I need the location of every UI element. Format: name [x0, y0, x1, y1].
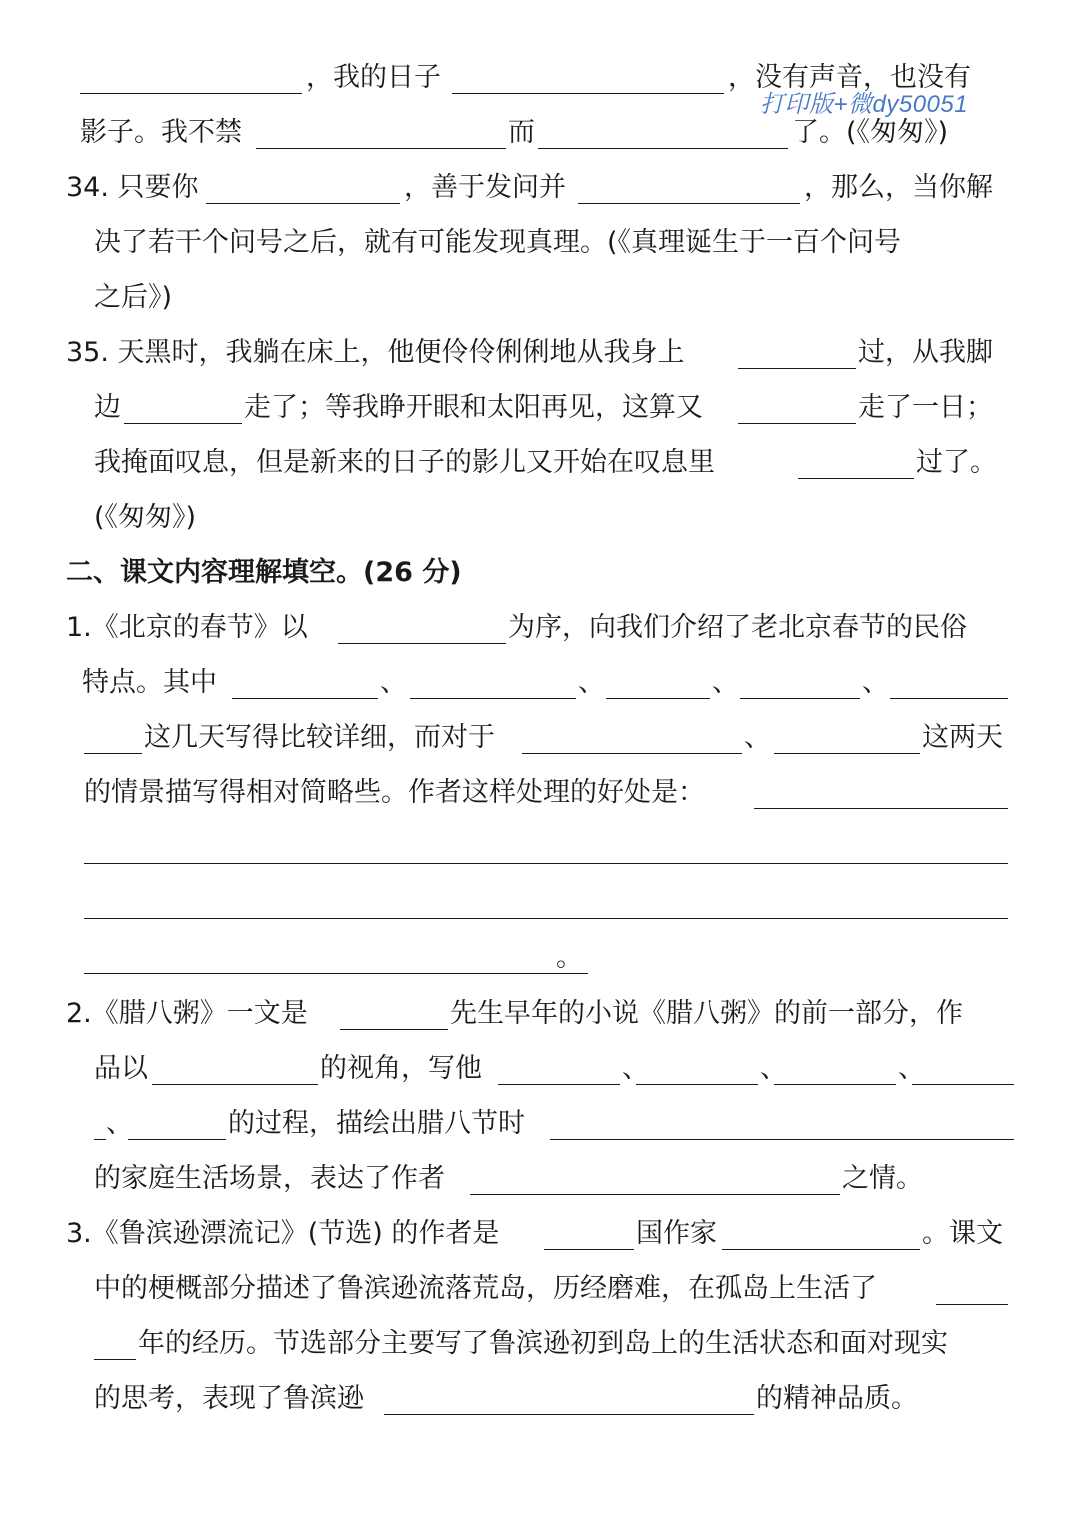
section-heading [0, 548, 1080, 598]
section-title: 二、课文内容理解填空。(26 分) [66, 557, 462, 588]
text: 特点。其中 [82, 667, 217, 698]
blank[interactable] [206, 203, 400, 204]
text: ，我的日子 [306, 62, 441, 93]
watermark: 打印版+微dy50051 [760, 91, 969, 118]
blank[interactable] [128, 1139, 226, 1140]
blank[interactable] [738, 423, 856, 424]
text: 2.《腊八粥》一文是 [66, 998, 308, 1029]
text: 。课文 [922, 1218, 1003, 1249]
blank[interactable] [578, 203, 800, 204]
blank[interactable] [738, 368, 856, 369]
blank[interactable] [538, 148, 788, 149]
question-34 [0, 163, 1080, 213]
separator: 、 [744, 722, 771, 753]
text: 3.《鲁滨逊漂流记》(节选) 的作者是 [66, 1218, 500, 1249]
text: 的家庭生活场景，表达了作者 [94, 1163, 445, 1194]
blank[interactable] [498, 1084, 620, 1085]
text: ，那么，当你解 [804, 172, 993, 203]
blank[interactable] [774, 1084, 896, 1085]
text: (《匆匆》) [94, 502, 197, 533]
separator: 、 [760, 1053, 787, 1084]
text: 这几天写得比较详细，而对于 [144, 722, 495, 753]
text: 决了若干个问号之后，就有可能发现真理。(《真理诞生于一百个问号 [94, 227, 902, 258]
blank[interactable] [84, 863, 1008, 864]
item-2-line-3 [0, 1099, 1080, 1149]
blank[interactable] [774, 753, 920, 754]
text: 过，从我脚 [858, 337, 993, 368]
item-1-line-4 [0, 768, 1080, 818]
item-2-line-4 [0, 1154, 1080, 1204]
period: 。 [556, 942, 583, 973]
text: 34. 只要你 [66, 172, 199, 203]
text: 的过程，描绘出腊八节时 [228, 1108, 525, 1139]
text: 之后》) [94, 282, 173, 313]
question-34-line-2 [0, 218, 1080, 268]
blank[interactable] [124, 423, 242, 424]
blank[interactable] [890, 698, 1008, 699]
separator: 、 [622, 1053, 649, 1084]
item-3 [0, 1209, 1080, 1259]
blank[interactable] [722, 1249, 920, 1250]
item-1-line-2 [0, 658, 1080, 708]
separator: 、 [380, 667, 407, 698]
answer-line [0, 933, 1080, 983]
question-35-line-2 [0, 383, 1080, 433]
text: 的情景描写得相对简略些。作者这样处理的好处是： [84, 777, 705, 808]
text: 之情。 [842, 1163, 923, 1194]
answer-line [0, 823, 1080, 873]
question-35 [0, 328, 1080, 378]
text: 走了；等我睁开眼和太阳再见，这算又 [244, 392, 703, 423]
text: 了。(《匆匆》) [792, 117, 949, 148]
blank[interactable] [470, 1194, 840, 1195]
item-3-line-2 [0, 1264, 1080, 1314]
blank[interactable] [936, 1304, 1008, 1305]
text: 1.《北京的春节》以 [66, 612, 308, 643]
blank[interactable] [912, 1084, 1014, 1085]
item-1 [0, 603, 1080, 653]
separator: 、 [106, 1108, 133, 1139]
blank[interactable] [84, 973, 588, 974]
blank[interactable] [338, 643, 506, 644]
blank[interactable] [232, 698, 378, 699]
text: 品以 [94, 1053, 148, 1084]
text: 过了。 [916, 447, 997, 478]
blank[interactable] [740, 698, 860, 699]
blank[interactable] [84, 753, 142, 754]
separator: 、 [862, 667, 889, 698]
question-34-line-3 [0, 273, 1080, 323]
text: 国作家 [636, 1218, 717, 1249]
blank[interactable] [80, 93, 302, 94]
answer-line [0, 878, 1080, 928]
blank[interactable] [798, 478, 914, 479]
text: 年的经历。节选部分主要写了鲁滨逊初到岛上的生活状态和面对现实 [138, 1328, 948, 1359]
blank[interactable] [94, 1139, 106, 1140]
text: 中的梗概部分描述了鲁滨逊流落荒岛，历经磨难，在孤岛上生活了 [94, 1273, 877, 1304]
line-1 [0, 53, 1080, 103]
blank[interactable] [522, 753, 742, 754]
separator: 、 [898, 1053, 925, 1084]
blank[interactable] [84, 918, 1008, 919]
text: 先生早年的小说《腊八粥》的前一部分，作 [450, 998, 963, 1029]
item-2 [0, 989, 1080, 1039]
question-35-line-4 [0, 493, 1080, 543]
text: 走了一日； [858, 392, 993, 423]
question-35-line-3 [0, 438, 1080, 488]
blank[interactable] [340, 1029, 448, 1030]
item-2-line-2 [0, 1044, 1080, 1094]
text: 为序，向我们介绍了老北京春节的民俗 [508, 612, 967, 643]
text: 的思考，表现了鲁滨逊 [94, 1383, 364, 1414]
item-1-line-3 [0, 713, 1080, 763]
text: 35. 天黑时，我躺在床上，他便伶伶俐俐地从我身上 [66, 337, 685, 368]
text: 我掩面叹息，但是新来的日子的影儿又开始在叹息里 [94, 447, 715, 478]
blank[interactable] [544, 1249, 634, 1250]
blank[interactable] [754, 808, 1008, 809]
text: 的视角，写他 [320, 1053, 482, 1084]
text: 边 [94, 392, 121, 423]
blank[interactable] [384, 1414, 754, 1415]
text: 而 [508, 117, 535, 148]
text: 影子。我不禁 [80, 117, 242, 148]
blank[interactable] [410, 698, 576, 699]
item-3-line-3 [0, 1319, 1080, 1369]
text: 这两天 [922, 722, 1003, 753]
separator: 、 [578, 667, 605, 698]
blank[interactable] [636, 1084, 758, 1085]
separator: 、 [712, 667, 739, 698]
text: 的精神品质。 [756, 1383, 918, 1414]
text: ，善于发问并 [404, 172, 566, 203]
blank[interactable] [606, 698, 710, 699]
item-3-line-4 [0, 1374, 1080, 1424]
blank[interactable] [152, 1084, 318, 1085]
blank[interactable] [256, 148, 506, 149]
blank[interactable] [550, 1139, 1014, 1140]
blank[interactable] [94, 1359, 136, 1360]
text: ，没有声音，也没有 [728, 62, 971, 93]
blank[interactable] [452, 93, 724, 94]
line-2 [0, 108, 1080, 158]
